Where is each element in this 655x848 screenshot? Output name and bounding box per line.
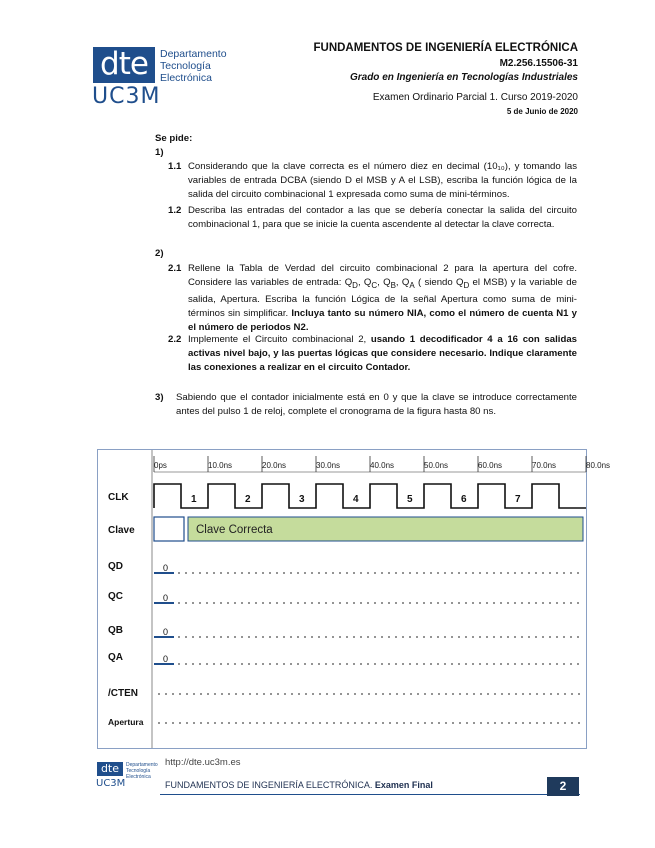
clave-initial-segment: [154, 517, 184, 541]
var-sub: A: [409, 280, 415, 290]
question-2-1-text-a: Rellene la Tabla de Verdad del circuito combinacional 2 para la apertura del cofre. Considere las variables de entrada: Q: [188, 263, 577, 288]
clk-pulse-number: 7: [515, 494, 521, 505]
question-1-1-text: Considerando que la clave correcta es el número diez en decimal (10₁₀), y tomando las variables de entrada DCBA (siendo D el MSB y A el LSB), escriba la función lógica de la salida del circuito combinacional 1 expresada como suma de mini-términos.: [188, 161, 577, 200]
footer-uc3m-logo: UC3M: [96, 778, 126, 789]
footer-logo-department: [126, 762, 158, 780]
time-tick-label: 60.0ns: [478, 461, 503, 470]
footer-dept-line: Electrónica: [126, 774, 151, 780]
signal-label: /CTEN: [108, 688, 138, 699]
footer-divider: [160, 794, 580, 795]
question-2-2-bold: usando 1 decodificador 4 a 16 con salidas activas nivel bajo, y las puertas lógicas que considere necesario. Indique claramente las conexiones a realizar en el circuito Contador.: [188, 334, 577, 373]
se-pide-heading: Se pide:: [155, 133, 193, 144]
footer-title: [165, 780, 433, 790]
var-sub: C: [371, 280, 378, 290]
var-sub: D: [463, 280, 470, 290]
exam-name: Examen Ordinario Parcial 1. Curso 2019-2020: [372, 92, 578, 103]
question-1-2-text: Describa las entradas del contador a las que se debería conectar la salida del circuito combinacional 1, para que se inicie la cuenta ascendente al detectar la clave correcta.: [188, 205, 577, 230]
question-2-2-text-a: Implemente el Circuito combinacional 2,: [188, 334, 371, 345]
signal-label: QC: [108, 591, 123, 602]
logo-department-text: [160, 48, 227, 84]
footer-url[interactable]: http://dte.uc3m.es: [165, 757, 241, 768]
question-2-number: 2): [155, 248, 164, 259]
uc3m-logo: UC3M: [92, 84, 161, 109]
dte-logo: dte: [93, 47, 155, 83]
signal-label: Apertura: [108, 717, 144, 727]
footer-dept-line: Tecnología: [126, 768, 151, 774]
clk-pulse-number: 4: [353, 494, 359, 505]
question-2-1-text: Rellene la Tabla de Verdad del circuito combinacional 2 para la apertura del cofre. Considere las variables de entrada: $Q_D$, $Q_C$, $Q_B$, $Q_A$ ( siendo $Q_D$ el MSB) y la variable de salida, Apertura. Escriba la función Lógica de la señal Apertura como suma de mini- términos sin simplificar. Incluya tanto su número NIA, como el número de cuenta N1 y el número de periodos N2.: [188, 263, 577, 333]
time-tick-label: 0ps: [154, 461, 167, 470]
clk-pulse-number: 5: [407, 494, 413, 505]
signal-initial-value: 0: [163, 593, 169, 603]
clk-pulse-number: 6: [461, 494, 467, 505]
course-title: FUNDAMENTOS DE INGENIERÍA ELECTRÓNICA: [313, 42, 578, 54]
signal-label: QA: [108, 652, 123, 663]
question-2-1-text-b: el MSB) y la variable de salida, Apertura. Escriba la función Lógica de la señal Apertura como suma de mini- términos sin simplificar.: [188, 277, 577, 319]
clk-pulse-number: 2: [245, 494, 251, 505]
footer-title-text: FUNDAMENTOS DE INGENIERÍA ELECTRÓNICA.: [165, 780, 375, 790]
clk-pulse-number: 1: [191, 494, 197, 505]
signal-label: CLK: [108, 492, 129, 503]
time-tick-label: 80.0ns: [586, 461, 611, 470]
clk-waveform: [154, 484, 586, 508]
question-1-1-number: 1.1: [168, 161, 182, 172]
exam-date: 5 de Junio de 2020: [506, 107, 578, 116]
time-tick-label: 20.0ns: [262, 461, 287, 470]
chronogram-canvas: [98, 450, 611, 748]
question-2-2-text: [188, 333, 577, 375]
clave-bar-text: Clave Correcta: [196, 524, 273, 536]
footer-dte-logo: dte: [97, 762, 123, 776]
logo-dept-line: Departamento: [160, 48, 227, 60]
var-sub: D: [352, 280, 358, 290]
footer-dept-line: Departamento: [126, 762, 158, 768]
question-3-number: 3): [155, 392, 164, 403]
signal-label: Clave: [108, 525, 135, 536]
logo-dept-line: Electrónica: [160, 72, 212, 84]
var-sub: B: [390, 280, 396, 290]
time-tick-label: 50.0ns: [424, 461, 449, 470]
question-3-text: Sabiendo que el contador inicialmente está en 0 y que la clave se introduce correctamente antes del pulso 1 de reloj, complete el cronograma de la figura hasta 80 ns.: [176, 392, 577, 417]
chronogram: [97, 449, 611, 749]
degree-name: Grado en Ingeniería en Tecnologías Industriales: [349, 72, 578, 83]
question-2-1-text-mid: ( siendo Q: [414, 277, 464, 288]
course-code: M2.256.15506-31: [499, 58, 578, 69]
signal-initial-value: 0: [163, 563, 169, 573]
signal-label: QB: [108, 625, 123, 636]
footer-title-bold: Examen Final: [374, 780, 433, 790]
clk-pulse-number: 3: [299, 494, 305, 505]
question-2-1-number: 2.1: [168, 263, 182, 274]
page-number: 2: [547, 777, 579, 796]
signal-label: QD: [108, 561, 123, 572]
logo-dept-line: Tecnología: [160, 60, 211, 72]
question-2-2-number: 2.2: [168, 334, 182, 345]
time-tick-label: 40.0ns: [370, 461, 395, 470]
question-2-1-bold: Incluya tanto su número NIA, como el número de cuenta N1 y el número de periodos N2.: [188, 307, 577, 333]
question-1-2-number: 1.2: [168, 205, 182, 216]
time-tick-label: 30.0ns: [316, 461, 341, 470]
time-tick-label: 70.0ns: [532, 461, 557, 470]
question-1-number: 1): [155, 147, 164, 158]
signal-initial-value: 0: [163, 627, 169, 637]
time-tick-label: 10.0ns: [208, 461, 233, 470]
signal-initial-value: 0: [163, 654, 169, 664]
